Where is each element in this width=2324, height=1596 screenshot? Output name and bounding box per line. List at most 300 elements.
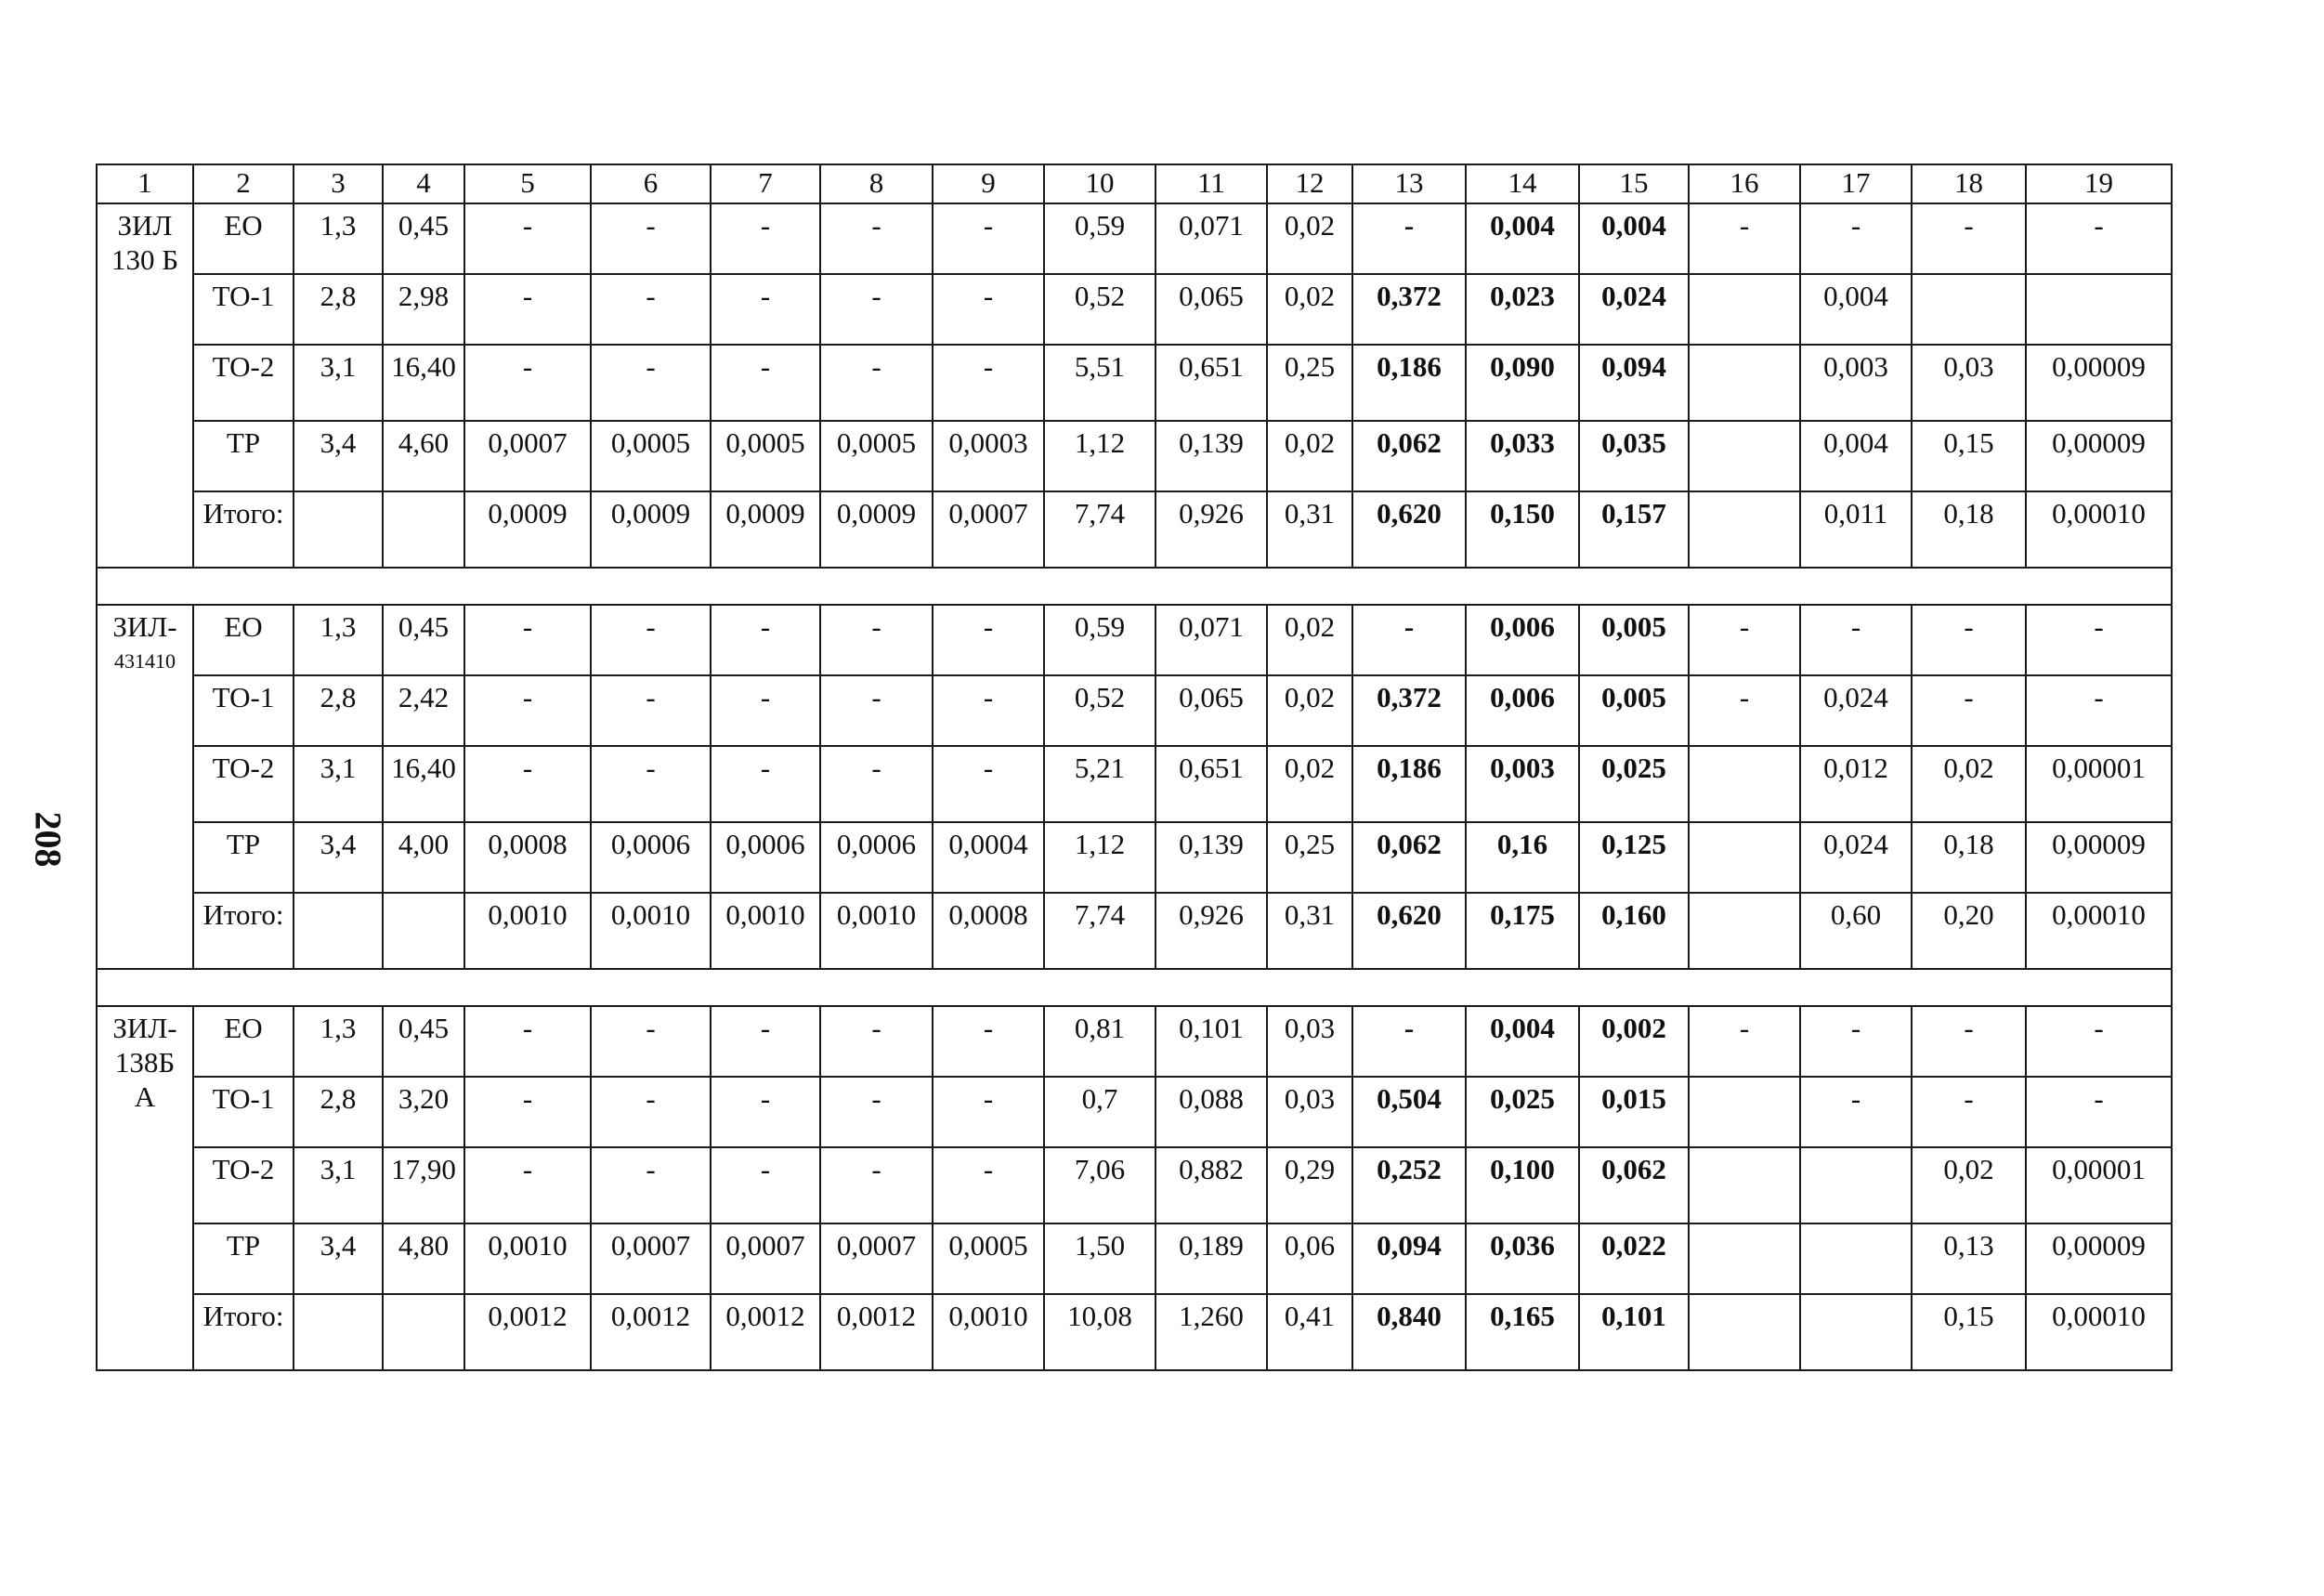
header-cell: 12 bbox=[1267, 164, 1352, 203]
table-cell: - bbox=[933, 675, 1044, 746]
table-cell: 0,0004 bbox=[933, 822, 1044, 893]
table-cell bbox=[1912, 274, 2026, 345]
model-cell bbox=[97, 605, 193, 969]
table-cell: 1,12 bbox=[1044, 822, 1155, 893]
table-cell: 0,0006 bbox=[820, 822, 933, 893]
table-cell: 0,29 bbox=[1267, 1147, 1352, 1223]
table-cell: 0,06 bbox=[1267, 1223, 1352, 1294]
table-cell: 0,025 bbox=[1579, 746, 1689, 822]
table-cell: 0,00001 bbox=[2026, 746, 2172, 822]
header-cell: 2 bbox=[193, 164, 294, 203]
table-cell bbox=[383, 1294, 464, 1370]
table-cell: - bbox=[820, 1147, 933, 1223]
table-cell: 0,00010 bbox=[2026, 491, 2172, 568]
table-cell: 0,022 bbox=[1579, 1223, 1689, 1294]
table-cell bbox=[1689, 274, 1800, 345]
table-cell: 0,165 bbox=[1466, 1294, 1579, 1370]
table-cell: 0,065 bbox=[1155, 675, 1267, 746]
table-cell: 0,071 bbox=[1155, 605, 1267, 675]
table-cell: - bbox=[464, 1006, 591, 1077]
table-cell: - bbox=[1689, 203, 1800, 274]
data-table bbox=[96, 164, 2173, 1371]
table-cell: 0,0007 bbox=[933, 491, 1044, 568]
table-cell: 2,42 bbox=[383, 675, 464, 746]
table-cell: 0,005 bbox=[1579, 675, 1689, 746]
table-cell: - bbox=[464, 746, 591, 822]
table-cell: 0,0012 bbox=[591, 1294, 711, 1370]
table-cell: 0,005 bbox=[1579, 605, 1689, 675]
table-cell: - bbox=[820, 605, 933, 675]
table-cell: 0,00010 bbox=[2026, 893, 2172, 969]
table-cell: 0,18 bbox=[1912, 491, 2026, 568]
table-cell: - bbox=[1689, 1006, 1800, 1077]
table-row bbox=[97, 274, 2172, 345]
table-cell: - bbox=[933, 746, 1044, 822]
table-cell: 0,0007 bbox=[464, 421, 591, 491]
table-cell: 0,004 bbox=[1466, 1006, 1579, 1077]
table-cell: 0,004 bbox=[1466, 203, 1579, 274]
table-cell: 0,0007 bbox=[820, 1223, 933, 1294]
table-cell: 0,062 bbox=[1352, 421, 1466, 491]
table-row bbox=[97, 421, 2172, 491]
header-cell: 10 bbox=[1044, 164, 1155, 203]
table-cell: - bbox=[711, 1006, 820, 1077]
table-cell: 5,21 bbox=[1044, 746, 1155, 822]
table-cell bbox=[1800, 1223, 1912, 1294]
table-row bbox=[97, 605, 2172, 675]
table-cell: 2,8 bbox=[294, 675, 383, 746]
table-cell bbox=[1800, 1147, 1912, 1223]
table-cell: 0,41 bbox=[1267, 1294, 1352, 1370]
header-cell: 16 bbox=[1689, 164, 1800, 203]
table-cell: 0,0010 bbox=[820, 893, 933, 969]
table-cell bbox=[1689, 893, 1800, 969]
table-cell: ЕО bbox=[193, 203, 294, 274]
table-cell: 1,12 bbox=[1044, 421, 1155, 491]
table-cell: - bbox=[1912, 1006, 2026, 1077]
table-row bbox=[97, 822, 2172, 893]
table-cell: 0,024 bbox=[1579, 274, 1689, 345]
table-cell: - bbox=[591, 345, 711, 421]
table-row bbox=[97, 1077, 2172, 1147]
table-cell: 0,651 bbox=[1155, 345, 1267, 421]
table-cell bbox=[1689, 746, 1800, 822]
table-cell: - bbox=[464, 274, 591, 345]
table-cell: - bbox=[820, 203, 933, 274]
table-cell: - bbox=[1352, 605, 1466, 675]
table-cell: 0,006 bbox=[1466, 675, 1579, 746]
table-cell: Итого: bbox=[193, 1294, 294, 1370]
table-cell: 0,0008 bbox=[933, 893, 1044, 969]
model-name-line: А bbox=[134, 1080, 156, 1113]
table-cell: 4,80 bbox=[383, 1223, 464, 1294]
table-cell: 0,00009 bbox=[2026, 1223, 2172, 1294]
table-row bbox=[97, 746, 2172, 822]
table-cell: - bbox=[2026, 675, 2172, 746]
separator-cell bbox=[97, 969, 2172, 1006]
table-cell: 0,0007 bbox=[711, 1223, 820, 1294]
table-cell: 0,03 bbox=[1267, 1006, 1352, 1077]
table-cell: ТО-1 bbox=[193, 1077, 294, 1147]
table-cell: - bbox=[591, 605, 711, 675]
table-cell: 2,98 bbox=[383, 274, 464, 345]
table-cell: - bbox=[1689, 605, 1800, 675]
table-cell: 0,25 bbox=[1267, 822, 1352, 893]
table-cell: ТО-1 bbox=[193, 675, 294, 746]
table-cell: 0,062 bbox=[1579, 1147, 1689, 1223]
table-cell: 0,15 bbox=[1912, 1294, 2026, 1370]
table-cell: ТО-1 bbox=[193, 274, 294, 345]
table-cell: 0,00001 bbox=[2026, 1147, 2172, 1223]
table-cell: 0,062 bbox=[1352, 822, 1466, 893]
table-cell: 0,0005 bbox=[820, 421, 933, 491]
table-cell: 0,004 bbox=[1800, 274, 1912, 345]
table-cell bbox=[294, 893, 383, 969]
table-cell: Итого: bbox=[193, 491, 294, 568]
table-cell: 0,065 bbox=[1155, 274, 1267, 345]
table-cell: 0,025 bbox=[1466, 1077, 1579, 1147]
table-row bbox=[97, 675, 2172, 746]
table-cell: 0,926 bbox=[1155, 893, 1267, 969]
separator-cell bbox=[97, 568, 2172, 605]
table-cell: - bbox=[711, 203, 820, 274]
table-cell: 0,157 bbox=[1579, 491, 1689, 568]
header-cell: 1 bbox=[97, 164, 193, 203]
table-cell: 1,260 bbox=[1155, 1294, 1267, 1370]
table-cell: 0,035 bbox=[1579, 421, 1689, 491]
table-cell: - bbox=[711, 274, 820, 345]
table-cell: ТО-2 bbox=[193, 746, 294, 822]
table-cell: 0,100 bbox=[1466, 1147, 1579, 1223]
page-number: 208 bbox=[27, 811, 70, 868]
table-cell: 0,02 bbox=[1267, 421, 1352, 491]
table-cell: 0,0003 bbox=[933, 421, 1044, 491]
table-cell: 0,094 bbox=[1352, 1223, 1466, 1294]
table-cell bbox=[294, 1294, 383, 1370]
table-cell: 0,125 bbox=[1579, 822, 1689, 893]
table-cell: 3,1 bbox=[294, 746, 383, 822]
table-cell: 0,004 bbox=[1800, 421, 1912, 491]
table-cell: - bbox=[464, 1077, 591, 1147]
table-cell: 1,3 bbox=[294, 1006, 383, 1077]
header-cell: 18 bbox=[1912, 164, 2026, 203]
table-cell: - bbox=[1689, 675, 1800, 746]
header-cell: 11 bbox=[1155, 164, 1267, 203]
table-cell: ТР bbox=[193, 421, 294, 491]
table-cell: 5,51 bbox=[1044, 345, 1155, 421]
table-cell: 0,620 bbox=[1352, 491, 1466, 568]
table-cell: 0,02 bbox=[1912, 746, 2026, 822]
table-cell: 0,023 bbox=[1466, 274, 1579, 345]
header-cell: 8 bbox=[820, 164, 933, 203]
table-cell: 0,18 bbox=[1912, 822, 2026, 893]
model-name-line: ЗИЛ- bbox=[112, 610, 177, 643]
table-cell: 0,20 bbox=[1912, 893, 2026, 969]
table-cell: 10,08 bbox=[1044, 1294, 1155, 1370]
table-cell: - bbox=[1912, 675, 2026, 746]
table-cell: 0,0012 bbox=[464, 1294, 591, 1370]
table-cell: 0,160 bbox=[1579, 893, 1689, 969]
table-cell: - bbox=[711, 1147, 820, 1223]
table-cell: - bbox=[711, 1077, 820, 1147]
table-cell: ЕО bbox=[193, 605, 294, 675]
table-cell: 0,012 bbox=[1800, 746, 1912, 822]
table-cell: - bbox=[2026, 203, 2172, 274]
table-cell: - bbox=[1800, 1006, 1912, 1077]
table-cell: - bbox=[464, 1147, 591, 1223]
table-cell: 16,40 bbox=[383, 746, 464, 822]
table-cell: 0,036 bbox=[1466, 1223, 1579, 1294]
table-row bbox=[97, 1006, 2172, 1077]
table-cell: 0,002 bbox=[1579, 1006, 1689, 1077]
table-cell: 0,52 bbox=[1044, 675, 1155, 746]
model-name-line: ЗИЛ- bbox=[112, 1012, 177, 1044]
table-cell: - bbox=[1352, 203, 1466, 274]
table-cell: - bbox=[1800, 203, 1912, 274]
table-cell: 0,033 bbox=[1466, 421, 1579, 491]
model-name-line: 138Б bbox=[114, 1046, 176, 1079]
table-cell: 3,4 bbox=[294, 421, 383, 491]
table-cell: 0,45 bbox=[383, 605, 464, 675]
table-cell: 0,59 bbox=[1044, 605, 1155, 675]
table-cell: - bbox=[711, 345, 820, 421]
table-cell: - bbox=[464, 605, 591, 675]
model-name-line: ЗИЛ bbox=[117, 209, 173, 242]
table-cell: 0,00010 bbox=[2026, 1294, 2172, 1370]
table-cell: 0,882 bbox=[1155, 1147, 1267, 1223]
table-cell: - bbox=[464, 345, 591, 421]
table-cell: 0,252 bbox=[1352, 1147, 1466, 1223]
table-cell: 7,06 bbox=[1044, 1147, 1155, 1223]
table-cell: 0,094 bbox=[1579, 345, 1689, 421]
table-row bbox=[97, 1223, 2172, 1294]
header-cell: 14 bbox=[1466, 164, 1579, 203]
table-cell: ТР bbox=[193, 822, 294, 893]
table-cell: - bbox=[711, 675, 820, 746]
table-cell: 0,372 bbox=[1352, 274, 1466, 345]
table-cell: 3,1 bbox=[294, 1147, 383, 1223]
table-cell: - bbox=[711, 746, 820, 822]
table-cell: 0,45 bbox=[383, 1006, 464, 1077]
table-cell: 0,52 bbox=[1044, 274, 1155, 345]
table-cell: 0,0005 bbox=[711, 421, 820, 491]
table-cell: 0,0006 bbox=[591, 822, 711, 893]
table-cell: - bbox=[591, 274, 711, 345]
table-cell: 0,25 bbox=[1267, 345, 1352, 421]
table-cell: - bbox=[820, 746, 933, 822]
table-cell: 0,0010 bbox=[711, 893, 820, 969]
table-cell: 0,003 bbox=[1800, 345, 1912, 421]
table-cell: Итого: bbox=[193, 893, 294, 969]
table-cell: 0,0005 bbox=[933, 1223, 1044, 1294]
table-cell: - bbox=[933, 345, 1044, 421]
table-cell: 0,006 bbox=[1466, 605, 1579, 675]
table-cell: 0,101 bbox=[1579, 1294, 1689, 1370]
table-cell: 0,0012 bbox=[820, 1294, 933, 1370]
table-cell: 1,50 bbox=[1044, 1223, 1155, 1294]
table-row bbox=[97, 1147, 2172, 1223]
table-cell: 0,0009 bbox=[464, 491, 591, 568]
table-cell: 0,0007 bbox=[591, 1223, 711, 1294]
table-cell: - bbox=[933, 1077, 1044, 1147]
table-cell: 0,0005 bbox=[591, 421, 711, 491]
table-cell: 0,840 bbox=[1352, 1294, 1466, 1370]
table-cell: 0,620 bbox=[1352, 893, 1466, 969]
table-cell: 0,186 bbox=[1352, 345, 1466, 421]
table-cell: - bbox=[1800, 605, 1912, 675]
table-cell: 3,1 bbox=[294, 345, 383, 421]
table-cell: 0,003 bbox=[1466, 746, 1579, 822]
table-row bbox=[97, 893, 2172, 969]
table-cell: 17,90 bbox=[383, 1147, 464, 1223]
table-cell: - bbox=[1912, 203, 2026, 274]
table-cell: 0,071 bbox=[1155, 203, 1267, 274]
header-cell: 5 bbox=[464, 164, 591, 203]
table-cell: - bbox=[820, 1006, 933, 1077]
table-cell: - bbox=[591, 1147, 711, 1223]
table-cell: 0,15 bbox=[1912, 421, 2026, 491]
header-cell: 17 bbox=[1800, 164, 1912, 203]
table-cell: 0,088 bbox=[1155, 1077, 1267, 1147]
model-cell bbox=[97, 203, 193, 568]
table-cell: - bbox=[2026, 605, 2172, 675]
table-cell bbox=[294, 491, 383, 568]
table-cell bbox=[1800, 1294, 1912, 1370]
table-cell: 0,00009 bbox=[2026, 822, 2172, 893]
table-cell: 0,0010 bbox=[591, 893, 711, 969]
header-cell: 9 bbox=[933, 164, 1044, 203]
table-cell: 0,024 bbox=[1800, 675, 1912, 746]
table-cell: - bbox=[464, 675, 591, 746]
header-cell: 6 bbox=[591, 164, 711, 203]
table-cell: - bbox=[1800, 1077, 1912, 1147]
table-cell: - bbox=[933, 605, 1044, 675]
table-row bbox=[97, 203, 2172, 274]
table-cell: 0,101 bbox=[1155, 1006, 1267, 1077]
table-cell: ТР bbox=[193, 1223, 294, 1294]
table-cell: 4,60 bbox=[383, 421, 464, 491]
table-cell: - bbox=[591, 746, 711, 822]
header-cell: 15 bbox=[1579, 164, 1689, 203]
table-cell: - bbox=[1352, 1006, 1466, 1077]
table-cell: 0,0010 bbox=[464, 1223, 591, 1294]
table-cell: 0,504 bbox=[1352, 1077, 1466, 1147]
table-cell: 3,4 bbox=[294, 822, 383, 893]
table-cell: 0,03 bbox=[1912, 345, 2026, 421]
table-cell bbox=[1689, 421, 1800, 491]
table-cell: 0,81 bbox=[1044, 1006, 1155, 1077]
table-cell: 0,175 bbox=[1466, 893, 1579, 969]
table-cell: 0,02 bbox=[1267, 203, 1352, 274]
table-cell: 16,40 bbox=[383, 345, 464, 421]
header-cell: 3 bbox=[294, 164, 383, 203]
table-cell: 2,8 bbox=[294, 1077, 383, 1147]
model-name-line: 431410 bbox=[114, 649, 176, 673]
table-cell: - bbox=[933, 203, 1044, 274]
table-cell: 0,651 bbox=[1155, 746, 1267, 822]
table-cell: - bbox=[820, 345, 933, 421]
table-cell: 0,0009 bbox=[591, 491, 711, 568]
table-cell: 0,139 bbox=[1155, 822, 1267, 893]
table-cell: - bbox=[591, 203, 711, 274]
table-cell: - bbox=[933, 1147, 1044, 1223]
table-row bbox=[97, 345, 2172, 421]
table-cell: 0,03 bbox=[1267, 1077, 1352, 1147]
table-cell bbox=[1689, 491, 1800, 568]
table-cell: 0,13 bbox=[1912, 1223, 2026, 1294]
table-cell: 0,090 bbox=[1466, 345, 1579, 421]
table-cell: 0,186 bbox=[1352, 746, 1466, 822]
table-cell bbox=[1689, 345, 1800, 421]
table-cell: 0,0006 bbox=[711, 822, 820, 893]
table-cell: - bbox=[591, 1077, 711, 1147]
table-cell: - bbox=[820, 274, 933, 345]
table-cell bbox=[1689, 822, 1800, 893]
table-cell: 0,0008 bbox=[464, 822, 591, 893]
table-cell: - bbox=[464, 203, 591, 274]
table-cell: 4,00 bbox=[383, 822, 464, 893]
table-cell: - bbox=[2026, 1006, 2172, 1077]
table-cell: 0,926 bbox=[1155, 491, 1267, 568]
table-cell bbox=[1689, 1077, 1800, 1147]
header-row bbox=[97, 164, 2172, 203]
model-cell bbox=[97, 1006, 193, 1370]
table-cell: 0,7 bbox=[1044, 1077, 1155, 1147]
table-cell: 0,0009 bbox=[820, 491, 933, 568]
table-cell: 0,60 bbox=[1800, 893, 1912, 969]
table-cell: - bbox=[820, 1077, 933, 1147]
table-cell: 0,0012 bbox=[711, 1294, 820, 1370]
header-cell: 7 bbox=[711, 164, 820, 203]
header-cell: 19 bbox=[2026, 164, 2172, 203]
table-cell: - bbox=[1912, 605, 2026, 675]
table-cell: 0,0010 bbox=[464, 893, 591, 969]
table-cell: ТО-2 bbox=[193, 345, 294, 421]
table-cell: 0,45 bbox=[383, 203, 464, 274]
table-cell: - bbox=[591, 675, 711, 746]
table-cell bbox=[2026, 274, 2172, 345]
table-cell: 0,02 bbox=[1267, 746, 1352, 822]
table-cell: 7,74 bbox=[1044, 491, 1155, 568]
table-row bbox=[97, 1294, 2172, 1370]
table-cell: - bbox=[2026, 1077, 2172, 1147]
table-cell: 1,3 bbox=[294, 605, 383, 675]
table-cell: 0,00009 bbox=[2026, 421, 2172, 491]
separator-row bbox=[97, 568, 2172, 605]
table-cell: - bbox=[933, 1006, 1044, 1077]
table-cell: 0,02 bbox=[1267, 274, 1352, 345]
table-cell: 1,3 bbox=[294, 203, 383, 274]
table-cell: - bbox=[591, 1006, 711, 1077]
table-cell bbox=[1689, 1223, 1800, 1294]
table-cell: 0,015 bbox=[1579, 1077, 1689, 1147]
table-cell: 0,02 bbox=[1267, 605, 1352, 675]
table-cell: 0,59 bbox=[1044, 203, 1155, 274]
table-cell: 0,0010 bbox=[933, 1294, 1044, 1370]
table-cell bbox=[1689, 1147, 1800, 1223]
table-cell: 2,8 bbox=[294, 274, 383, 345]
table-cell bbox=[383, 893, 464, 969]
separator-row bbox=[97, 969, 2172, 1006]
header-cell: 4 bbox=[383, 164, 464, 203]
table-cell: 0,00009 bbox=[2026, 345, 2172, 421]
table-cell: - bbox=[711, 605, 820, 675]
table-cell: 3,20 bbox=[383, 1077, 464, 1147]
table-cell: 0,150 bbox=[1466, 491, 1579, 568]
table-cell: 0,31 bbox=[1267, 491, 1352, 568]
table-cell: - bbox=[820, 675, 933, 746]
table-cell: 0,31 bbox=[1267, 893, 1352, 969]
